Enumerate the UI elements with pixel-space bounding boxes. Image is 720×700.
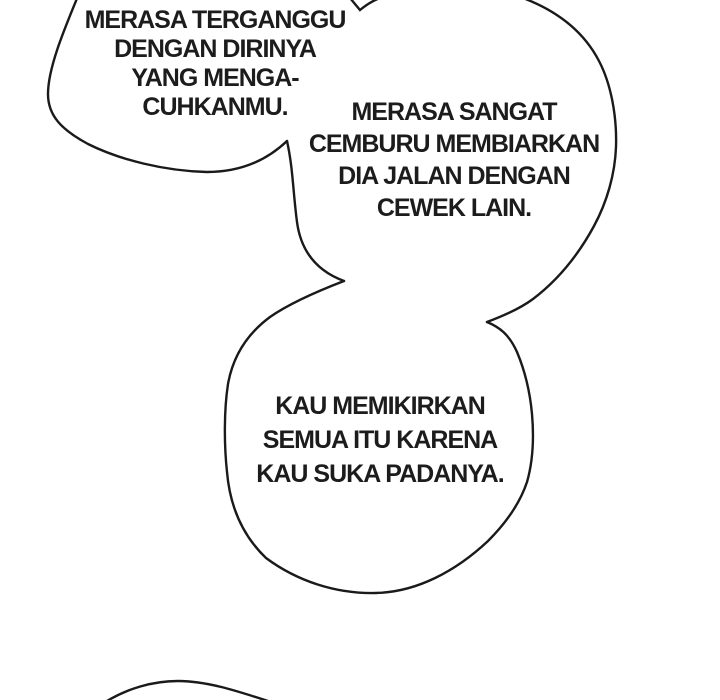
speech-line: KAU MEMIKIRKAN [275, 392, 485, 420]
speech-line: DENGAN DIRINYA [114, 35, 316, 63]
bubble-bottom-partial-arc [107, 681, 268, 700]
speech-bubble-center [230, 389, 530, 491]
speech-line: CEWEK LAIN. [376, 194, 532, 222]
speech-line: CUHKANMU. [142, 93, 288, 121]
speech-line: YANG MENGA- [131, 64, 299, 92]
speech-line: MERASA SANGAT [351, 98, 557, 126]
speech-line: SEMUA ITU KARENA [262, 426, 498, 454]
speech-line: KAU SUKA PADANYA. [256, 460, 504, 488]
speech-line: DIA JALAN DENGAN [338, 162, 570, 190]
speech-line: CEMBURU MEMBIARKAN [308, 130, 600, 158]
speech-bubble-right [294, 96, 614, 224]
speech-line: MERASA TERGANGGU [84, 6, 346, 34]
